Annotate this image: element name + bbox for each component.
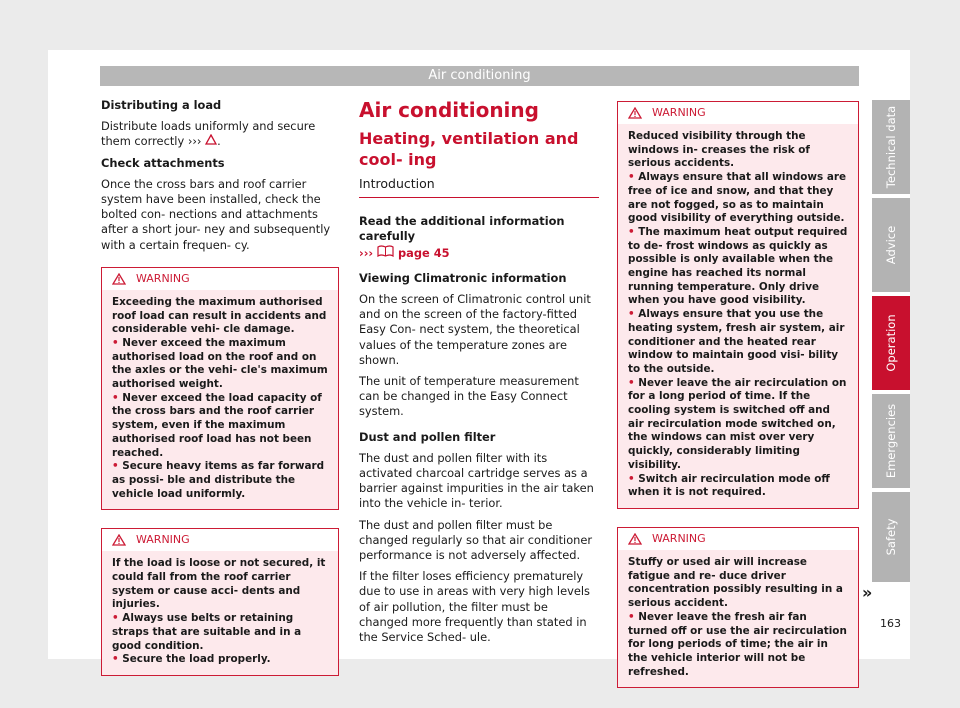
warning-bullet: • Secure the load properly. (112, 653, 271, 666)
tab-operation[interactable]: Operation (872, 296, 910, 390)
warning-box-roof-load (101, 267, 339, 511)
warning-bullet: • Always ensure that all windows are free of ice and snow, and that they are not fogged, so as to maintain good visibility of everything outside. (628, 171, 846, 225)
warning-triangle-icon (628, 533, 642, 545)
warning-header: WARNING (102, 529, 338, 551)
paragraph-climatronic-1: On the screen of Climatronic control unit and on the screen of the factory-fitted Easy Con- nect system, the theoretical values of the temperature zones are shown. (359, 292, 591, 367)
warning-header: WARNING (618, 528, 858, 550)
subsection-title: Introduction (359, 176, 599, 198)
warning-triangle-icon (112, 534, 126, 546)
tab-technical-data[interactable]: Technical data (872, 100, 910, 194)
page-reference-link[interactable]: page 45 (398, 245, 450, 260)
chapter-title: Air conditioning (359, 98, 539, 122)
paragraph-filter-3: If the filter loses efficiency prematurely due to use in areas with very high levels of air pollution, the filter must be changed more frequently than stated in the Service Sched- ule. (359, 569, 590, 645)
heading-climatronic: Viewing Climatronic information (359, 270, 567, 285)
warning-body: If the load is loose or not secured, it could fall from the roof carrier system or cause acci- dents and injuries. • Always use belts or retaining straps that are suitable and in a good condition. • Secure the load properly. (102, 551, 338, 675)
heading-check: Check attachments (101, 155, 225, 170)
column-3 (617, 101, 859, 706)
paragraph-filter-1: The dust and pollen filter with its activated charcoal cartridge serves as a barrier against impurities in the air taken into the vehicle in- terior. (359, 450, 594, 511)
warning-bullet: • Always use belts or retaining straps that are suitable and in a good condition. (112, 612, 302, 652)
column-2 (359, 98, 599, 651)
tab-emergencies[interactable]: Emergencies (872, 394, 910, 488)
section-title: Heating, ventilation and cool- ing (359, 129, 579, 169)
warning-body: Stuffy or used air will increase fatigue and re- duce driver concentration possibly resulting in a serious accident. • Never leave the fresh air fan turned off or use the air recirculation for long periods of time; the air in the vehicle interior will not be refreshed. (628, 555, 847, 678)
warning-bullet: • Secure heavy items as far forward as possi- ble and distribute the vehicle load uniformly. (112, 460, 325, 500)
paragraph-distributing: Distribute loads uniformly and secure them correctly ››› . (101, 119, 316, 149)
warning-bullet: • The maximum heat output required to de- frost windows as quickly as possible is only available when the engine has reached its normal running temperature. Only drive when you have good visibility. (628, 225, 848, 307)
warning-box-loose-load (101, 528, 339, 676)
warning-triangle-icon (628, 107, 642, 119)
paragraph-filter-2: The dust and pollen filter must be changed regularly so that air conditioner performance is not adversely affected. (359, 517, 593, 563)
warning-bullet: • Never exceed the load capacity of the cross bars and the roof carrier system, even if the maximum authorised roof load has not been reached. (112, 391, 322, 459)
column-1 (101, 98, 339, 694)
warning-box-stuffy-air (617, 527, 859, 688)
heading-distributing: Distributing a load (101, 98, 222, 112)
read-info: Read the additional information carefully ››› page 45 (359, 214, 565, 260)
warning-body: Reduced visibility through the windows in- creases the risk of serious accidents. • Always ensure that all windows are free of ice and snow, and that they are not fogged, so as to maintain good visibility of everything outside. • The maximum heat output required to de- frost windows as quickly as possible is only available when the engine has reached its normal running temperature. Only drive when you have good visibility. • Always ensure that you use the heating system, fresh air system, air conditioner and the heated rear window to maintain good visi- bility to the outside. • Never leave the air recirculation on for a long period of time. If the cooling system is switched off and air recirculation mode switched on, the windows can mist over very quickly, considerably limiting visibility. • Switch air recirculation mode off when it is not required. (628, 130, 848, 499)
warning-header: WARNING (618, 102, 858, 124)
warning-bullet: • Always ensure that you use the heating system, fresh air system, air conditioner and the heated rear window to maintain good visi- bility to the outside. (628, 308, 845, 375)
warning-bullet: • Never leave the air recirculation on for a long period of time. If the cooling system is switched off and air recirculation mode switched on, the windows can mist over very quickly, considerably limiting visibility. (628, 376, 847, 471)
book-icon[interactable] (377, 245, 394, 257)
tab-advice[interactable]: Advice (872, 198, 910, 292)
warning-bullet: • Never exceed the maximum authorised load on the roof and on the axles or the vehi- cle's maximum authorised weight. (112, 336, 328, 391)
warning-bullet: • Never leave the fresh air fan turned off or use the air recirculation for long periods of time; the air in the vehicle interior will not be refreshed. (628, 610, 847, 678)
warning-bullet: • Switch air recirculation mode off when it is not required. (628, 472, 830, 499)
warning-box-visibility (617, 101, 859, 509)
paragraph-check: Once the cross bars and roof carrier system have been installed, check the bolted con- nections and attachments after a short jour- ney and subsequently with a certain frequen- cy. (101, 176, 331, 252)
section-header: Air conditioning (100, 66, 859, 86)
warning-body: Exceeding the maximum authorised roof load can result in accidents and considerable vehi- cle damage. • Never exceed the maximum authorised load on the roof and on the axles or the vehi- cle's maximum authorised weight. • Never exceed the load capacity of the cross bars and the roof carrier system, even if the maximum authorised roof load has not been reached. • Secure heavy items as far forward as possi- ble and distribute the vehicle load uniformly. (112, 295, 328, 500)
continue-mark: » (862, 583, 873, 602)
warning-triangle-icon (112, 273, 126, 285)
page-number: 163 (880, 617, 901, 630)
warning-triangle-icon (205, 134, 217, 145)
heading-filter: Dust and pollen filter (359, 429, 496, 444)
paragraph-climatronic-2: The unit of temperature measurement can be changed in the Easy Connect system. (359, 374, 579, 419)
tab-safety[interactable]: Safety (872, 492, 910, 582)
warning-header: WARNING (102, 268, 338, 290)
